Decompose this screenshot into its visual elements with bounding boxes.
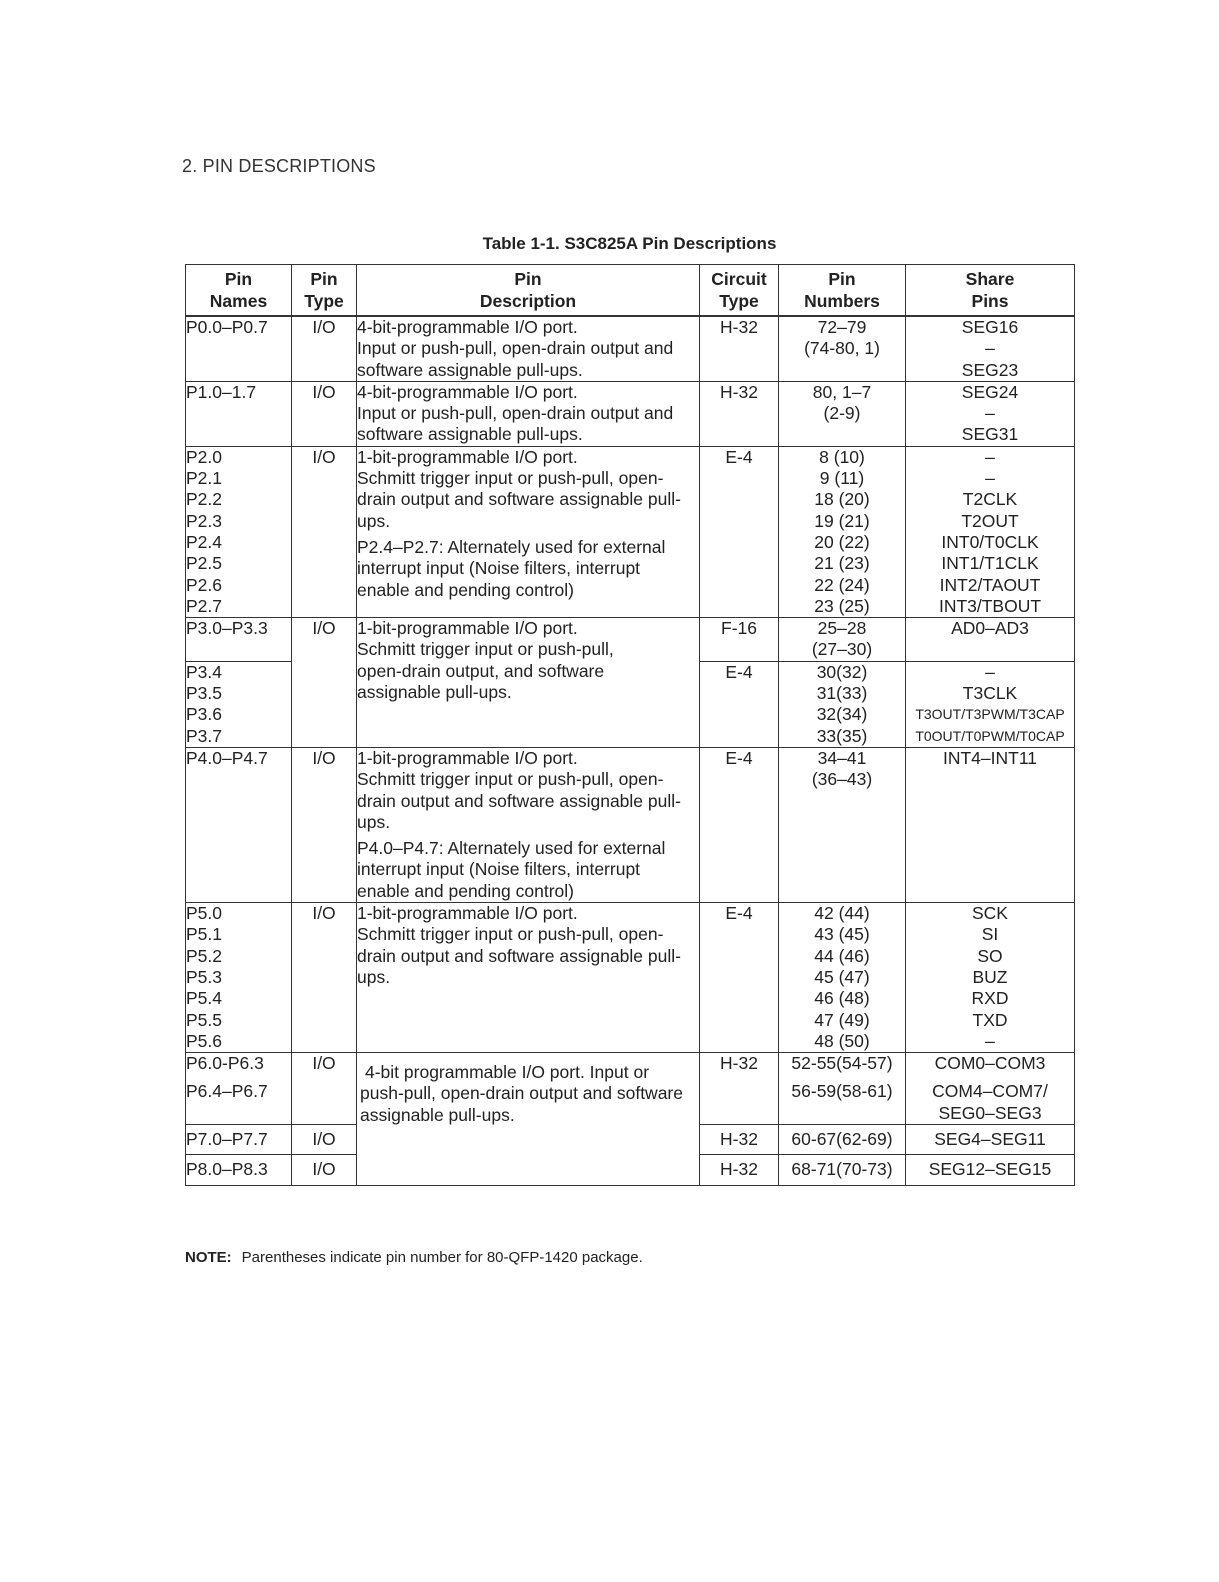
share-pins-cell [906,661,1075,747]
share-pin: SEG16 [961,317,1019,337]
pin-name: P3.7 [186,725,222,746]
share-pin: – [985,661,995,682]
description-line: ups. [357,811,391,832]
pin-number: 34–41 [817,747,867,768]
pin-number: 47 (49) [814,1009,870,1030]
circuit-type-cell [700,661,779,747]
pin-name: P2.7 [186,595,222,616]
pin-type-cell [292,316,357,381]
share-pin: AD0–AD3 [951,618,1029,639]
share-pins-cell [906,316,1075,381]
share-pin: SO [977,945,1003,966]
header-line: Share [965,269,1015,289]
circuit-type-cell [700,1053,779,1125]
table-row [186,381,1075,446]
description-line: ups. [357,510,391,531]
share-pin: TXD [972,1009,1008,1030]
pin-number: 21 (23) [814,553,870,574]
pin-name: P6.4–P6.7 [186,1081,268,1102]
pin-number: 20 (22) [814,531,870,552]
pin-type-cell [292,747,357,902]
header-line: Pin [514,269,542,289]
pin-name: P2.6 [186,574,222,595]
table-row [186,1053,1075,1125]
description-line: P2.4–P2.7: Alternately used for external [357,536,666,557]
circuit-type-cell [700,618,779,662]
description-line: push-pull, open-drain output and software [360,1083,683,1104]
pin-name: P5.3 [186,966,222,987]
share-pin: – [985,338,995,359]
header-pin-type [292,265,357,317]
pin-name: P4.0–P4.7 [186,747,268,768]
share-pin: SEG0–SEG3 [938,1102,1042,1123]
circuit-type: E-4 [725,903,753,924]
description-line: 1-bit-programmable I/O port. [357,903,578,924]
description-line: interrupt input (Noise filters, interrupt [357,859,641,880]
pin-name-cell [186,618,292,662]
pin-name-cell [186,316,292,381]
pin-name-cell [186,747,292,902]
pin-name: P3.5 [186,683,222,704]
pin-number: 60-67(62-69) [791,1128,893,1149]
pin-name-cell [186,1124,292,1154]
circuit-type: H-32 [720,1128,758,1149]
description-line: software assignable pull-ups. [357,424,583,445]
pin-type: I/O [312,317,336,337]
share-pins-cell [906,1053,1075,1125]
pin-type-cell [292,381,357,446]
pin-name: P2.4 [186,531,222,552]
pin-type: I/O [312,1053,336,1074]
pin-description-cell [357,747,700,902]
pin-name-cell [186,1155,292,1185]
pin-name: P3.4 [186,661,222,682]
circuit-type: E-4 [725,446,753,467]
share-pin: T3OUT/T3PWM/T3CAP [915,706,1065,723]
description-line: 4-bit programmable I/O port. Input or [365,1062,650,1083]
pin-type-cell [292,446,357,617]
header-row [186,265,1075,317]
circuit-type-cell [700,381,779,446]
line-gap [906,1074,1074,1081]
pin-number: (2-9) [823,403,861,424]
header-line: Pin [828,269,856,289]
pin-number: 22 (24) [814,574,870,595]
pin-name: P5.1 [186,924,222,945]
pin-number: (74-80, 1) [804,338,880,359]
header-circuit-type [700,265,779,317]
pin-number: 23 (25) [814,595,870,616]
share-pins-cell [906,618,1075,662]
pin-number: 56-59(58-61) [791,1081,893,1102]
description-line: 1-bit-programmable I/O port. [357,747,578,768]
share-pin: RXD [971,988,1009,1009]
pin-number: 31(33) [816,683,868,704]
circuit-type-cell [700,1155,779,1185]
pin-number: 30(32) [816,661,868,682]
pin-number: 45 (47) [814,966,870,987]
share-pin: SEG23 [961,359,1019,380]
pin-type-cell [292,618,357,748]
description-line: Input or push-pull, open-drain output and [357,338,674,359]
pin-name: P2.5 [186,553,222,574]
pin-numbers-cell [779,661,906,747]
pin-type: I/O [312,446,336,467]
pin-number: 32(34) [816,704,868,725]
header-line: Pin [310,269,338,289]
share-pin: – [985,403,995,424]
share-pins-cell [906,446,1075,617]
description-line: 1-bit-programmable I/O port. [357,618,578,639]
circuit-type: H-32 [720,381,758,402]
header-share-pins [906,265,1075,317]
pin-type: I/O [312,1159,336,1180]
circuit-type: F-16 [721,618,757,639]
description-line: ups. [357,966,391,987]
share-pin: SI [981,924,999,945]
description-line: software assignable pull-ups. [357,359,583,380]
pin-description-cell [357,446,700,617]
pin-name: P3.0–P3.3 [186,618,268,639]
pin-name: P7.0–P7.7 [186,1128,268,1149]
pin-description-cell [357,316,700,381]
description-line: Schmitt trigger input or push-pull, open- [357,924,664,945]
pin-name: P8.0–P8.3 [186,1159,268,1180]
circuit-type-cell [700,903,779,1053]
circuit-type-cell [700,446,779,617]
pin-number: 8 (10) [819,446,865,467]
header-pin-numbers [779,265,906,317]
header-pin-names [186,265,292,317]
description-line: Schmitt trigger input or push-pull, open- [357,468,664,489]
share-pins-cell [906,903,1075,1053]
circuit-type-cell [700,316,779,381]
share-pins-cell [906,1124,1075,1154]
pin-type: I/O [312,1128,336,1149]
description-line: 4-bit-programmable I/O port. [357,381,578,402]
pin-name: P5.6 [186,1030,222,1051]
pin-name-cell [186,903,292,1053]
pin-descriptions-table [185,264,1075,1186]
circuit-type: H-32 [720,1159,758,1180]
pin-number: 25–28 [817,618,867,639]
table-row [186,747,1075,902]
header-line: Type [304,291,344,311]
line-gap [186,1074,291,1081]
description-line: open-drain output, and software [357,660,605,681]
pin-numbers-cell [779,618,906,662]
description-line: interrupt input (Noise filters, interrupt [357,558,641,579]
pin-numbers-cell [779,446,906,617]
description-line: enable and pending control) [357,880,574,901]
pin-numbers-cell [779,1155,906,1185]
pin-number: 33(35) [816,725,868,746]
share-pin: SEG4–SEG11 [934,1128,1046,1149]
share-pin: T2OUT [961,510,1019,531]
description-line: Schmitt trigger input or push-pull, open- [357,769,664,790]
pin-name-cell [186,661,292,747]
description-line: assignable pull-ups. [360,1104,515,1125]
pin-number: 19 (21) [814,510,870,531]
header-line: Names [209,291,268,311]
pin-description-cell [357,381,700,446]
share-pin: T3CLK [962,683,1018,704]
pin-type: I/O [312,381,336,402]
pin-type-cell [292,1124,357,1154]
share-pin: – [985,446,995,467]
pin-type: I/O [312,618,336,639]
pin-number: 9 (11) [819,468,865,489]
pin-name: P2.3 [186,510,222,531]
pin-name: P2.0 [186,446,222,467]
description-line: 4-bit-programmable I/O port. [357,317,578,337]
pin-number: 52-55(54-57) [791,1053,893,1074]
description-line: drain output and software assignable pull- [357,790,681,811]
pin-name-cell [186,1053,292,1125]
share-pin: COM0–COM3 [934,1053,1046,1074]
description-line: drain output and software assignable pull- [357,945,681,966]
header-line: Pins [971,291,1009,311]
pin-name: P2.1 [186,468,222,489]
pin-numbers-cell [779,747,906,902]
header-line: Pin [224,269,253,289]
pin-number: 80, 1–7 [812,381,872,402]
share-pin: INT2/TAOUT [939,574,1041,595]
pin-number: 43 (45) [814,924,870,945]
line-gap [779,1074,905,1081]
pin-number: 68-71(70-73) [791,1159,893,1180]
header-line: Numbers [804,291,880,311]
share-pin: T0OUT/T0PWM/T0CAP [915,727,1065,744]
table-row [186,903,1075,1053]
pin-number: 44 (46) [814,945,870,966]
share-pins-cell [906,381,1075,446]
circuit-type: E-4 [725,661,753,682]
pin-number: 72–79 [817,317,867,337]
share-pins-cell [906,1155,1075,1185]
pin-name-cell [186,381,292,446]
header-pin-description [357,265,700,317]
pin-type-cell [292,1155,357,1185]
pin-numbers-cell [779,316,906,381]
table-row [186,618,1075,662]
pin-type: I/O [312,747,336,768]
share-pin: INT4–INT11 [942,747,1037,768]
description-line: 1-bit-programmable I/O port. [357,446,578,467]
circuit-type: E-4 [725,747,753,768]
circuit-type-cell [700,747,779,902]
table-note [185,1249,643,1266]
description-line: Schmitt trigger input or push-pull, [357,639,614,660]
pin-name: P2.2 [186,489,222,510]
description-line: enable and pending control) [357,579,574,600]
share-pin: SEG12–SEG15 [928,1159,1052,1180]
pin-number: 46 (48) [814,988,870,1009]
circuit-type: H-32 [720,1053,758,1074]
pin-name: P5.2 [186,945,222,966]
header-line: Type [719,291,759,311]
pin-number: (36–43) [811,769,873,790]
section-heading: 2. PIN DESCRIPTIONS [182,156,376,176]
table-title: Table 1-1. S3C825A Pin Descriptions [482,234,777,253]
circuit-type: H-32 [720,317,758,337]
share-pin: – [985,468,995,489]
pin-name: P1.0–1.7 [186,381,257,402]
share-pin: COM4–COM7/ [932,1081,1048,1102]
description-line: drain output and software assignable pull- [357,489,681,510]
pin-type: I/O [312,903,336,924]
pin-name: P6.0-P6.3 [186,1053,264,1074]
pin-name: P0.0–P0.7 [186,317,268,337]
pin-numbers-cell [779,1053,906,1125]
circuit-type-cell [700,1124,779,1154]
table-row [186,446,1075,617]
header-line: Description [479,291,577,311]
pin-numbers-cell [779,1124,906,1154]
pin-type-cell [292,1053,357,1125]
pin-name-cell [186,446,292,617]
pin-description-cell [357,618,700,748]
share-pin: INT1/T1CLK [941,553,1039,574]
description-line: Input or push-pull, open-drain output and [357,403,674,424]
pin-number: 18 (20) [814,489,870,510]
pin-description-cell [357,1053,700,1185]
pin-numbers-cell [779,381,906,446]
pin-number: (27–30) [811,639,873,660]
pin-name: P5.0 [186,903,222,924]
pin-type-cell [292,903,357,1053]
share-pin: SEG31 [961,424,1019,445]
pin-description-cell [357,903,700,1053]
pin-name: P5.4 [186,988,222,1009]
table-row [186,316,1075,381]
note-text: Parentheses indicate pin number for 80-QFP-1420 package. [241,1249,643,1266]
share-pin: INT3/TBOUT [938,595,1042,616]
share-pin: INT0/T0CLK [941,531,1039,552]
pin-numbers-cell [779,903,906,1053]
header-line: Circuit [711,269,767,289]
pin-number: 48 (50) [814,1030,870,1051]
share-pin: BUZ [972,966,1008,987]
pin-number: 42 (44) [814,903,870,924]
share-pin: SEG24 [961,381,1019,402]
pin-name: P3.6 [186,704,222,725]
share-pin: T2CLK [962,489,1018,510]
note-label: NOTE: [185,1249,232,1266]
pin-name: P5.5 [186,1009,222,1030]
share-pin: – [985,1030,995,1051]
share-pin: SCK [972,903,1008,924]
share-pins-cell [906,747,1075,902]
description-line: assignable pull-ups. [357,682,512,703]
description-line: P4.0–P4.7: Alternately used for external [357,838,666,859]
